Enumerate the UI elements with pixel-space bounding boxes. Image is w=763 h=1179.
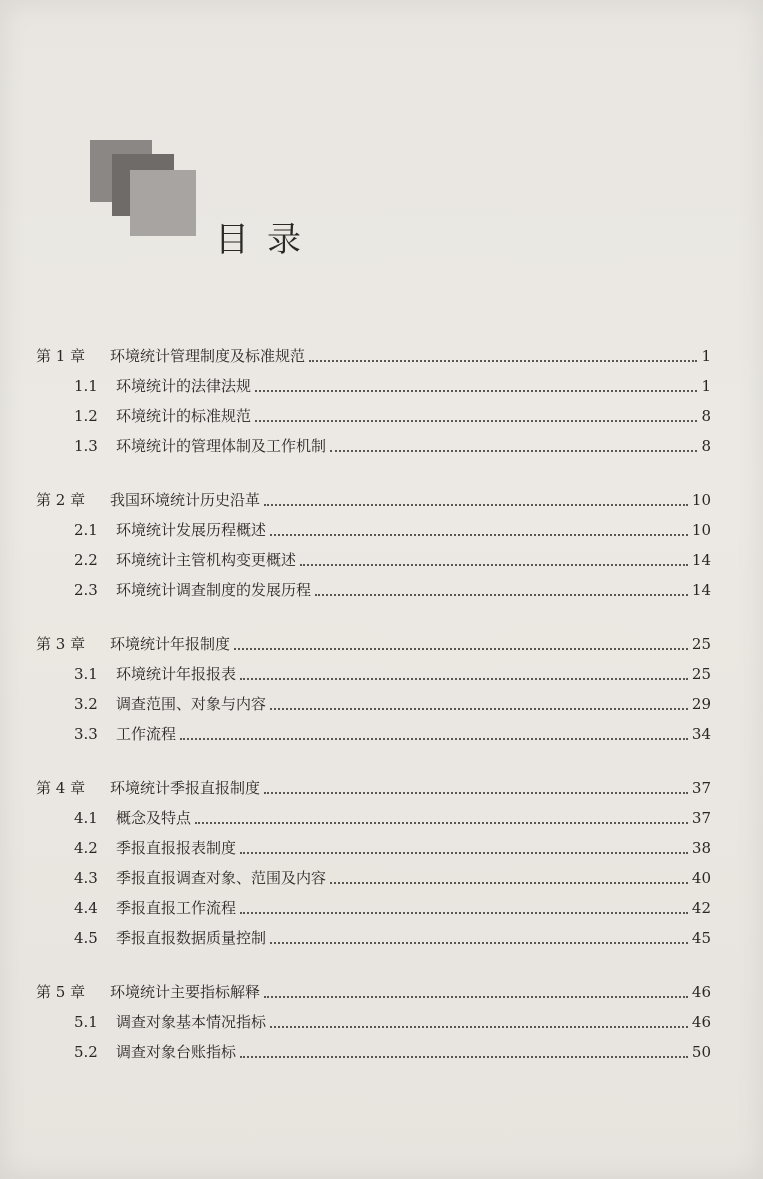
toc-chapter-row [0,626,763,654]
toc-page-number: 50 [691,1043,711,1061]
toc-page-number: 10 [691,491,711,509]
toc-page-number: 37 [691,809,711,827]
toc-page-number: 46 [691,1013,711,1031]
toc-section-row [0,920,763,948]
toc-entry-title: 环境统计年报制度 [110,635,231,653]
toc-entry-number: 1.1 [74,377,98,395]
toc-page-number: 10 [691,521,711,539]
toc-page-number: 8 [701,437,711,455]
toc-entry-number: 第 4 章 [36,779,86,797]
toc-leader-dots [330,449,697,452]
toc-page-number: 29 [691,695,711,713]
toc-entry-number: 3.2 [74,695,98,713]
toc-leader-dots [330,881,688,884]
toc-entry-number: 4.4 [74,899,98,917]
toc-leader-dots [180,737,688,740]
toc-leader-dots [240,1055,688,1058]
toc-page-number: 14 [691,551,711,569]
toc-leader-dots [270,533,688,536]
toc-entry-title: 我国环境统计历史沿革 [110,491,261,509]
toc-section-row [0,542,763,570]
toc-entry-title: 环境统计季报直报制度 [110,779,261,797]
toc-section-row [0,398,763,426]
toc-entry-title: 环境统计调查制度的发展历程 [116,581,312,599]
toc-page-number: 46 [691,983,711,1001]
toc-entry-title: 季报直报报表制度 [116,839,237,857]
toc-section-row [0,1034,763,1062]
toc-entry-number: 4.2 [74,839,98,857]
toc-entry-number: 2.3 [74,581,98,599]
toc-leader-dots [240,911,688,914]
toc-section-row [0,686,763,714]
toc-section-row [0,368,763,396]
toc-section-row [0,860,763,888]
toc-entry-title: 环境统计主管机构变更概述 [116,551,297,569]
toc-section-row [0,512,763,540]
toc-entry-title: 环境统计年报报表 [116,665,237,683]
toc-leader-dots [255,389,697,392]
toc-chapter-row [0,770,763,798]
toc-entry-number: 4.1 [74,809,98,827]
toc-entry-title: 调查范围、对象与内容 [116,695,267,713]
toc-entry-title: 季报直报调查对象、范围及内容 [116,869,327,887]
toc-entry-title: 环境统计的法律法规 [116,377,252,395]
toc-section-row [0,830,763,858]
toc-leader-dots [234,647,688,650]
toc-entry-title: 环境统计的标准规范 [116,407,252,425]
toc-chapter-row [0,974,763,1002]
toc-entry-number: 第 1 章 [36,347,86,365]
toc-entry-number: 第 3 章 [36,635,86,653]
toc-page-number: 45 [691,929,711,947]
toc-page-number: 34 [691,725,711,743]
toc-entry-title: 环境统计主要指标解释 [110,983,261,1001]
toc-entry-number: 2.2 [74,551,98,569]
toc-page-number: 8 [701,407,711,425]
toc-page-number: 37 [691,779,711,797]
toc-entry-number: 1.3 [74,437,98,455]
toc-entry-title: 调查对象台账指标 [116,1043,237,1061]
toc-entry-number: 3.1 [74,665,98,683]
toc-entry-title: 环境统计发展历程概述 [116,521,267,539]
toc-chapter-row [0,338,763,366]
toc-entry-title: 概念及特点 [116,809,192,827]
decorative-squares [90,140,210,240]
toc-section-row [0,656,763,684]
toc-entry-title: 季报直报工作流程 [116,899,237,917]
toc-leader-dots [264,503,688,506]
toc-entry-number: 4.3 [74,869,98,887]
toc-page-number: 42 [691,899,711,917]
toc-section-row [0,890,763,918]
toc-entry-number: 5.2 [74,1043,98,1061]
toc-entry-number: 5.1 [74,1013,98,1031]
toc-leader-dots [300,563,688,566]
toc-leader-dots [264,791,688,794]
toc-section-row [0,800,763,828]
toc-leader-dots [270,707,688,710]
toc-leader-dots [264,995,688,998]
toc-page-number: 25 [691,635,711,653]
toc-entry-number: 第 2 章 [36,491,86,509]
toc-leader-dots [255,419,697,422]
toc-entry-number: 1.2 [74,407,98,425]
toc-leader-dots [270,1025,688,1028]
toc-leader-dots [240,851,688,854]
toc-entry-number: 2.1 [74,521,98,539]
toc-leader-dots [315,593,688,596]
toc-page-number: 14 [691,581,711,599]
toc-leader-dots [240,677,688,680]
toc-leader-dots [195,821,688,824]
page-title: 目录 [215,220,319,260]
toc-page-number: 25 [691,665,711,683]
toc-entry-title: 调查对象基本情况指标 [116,1013,267,1031]
toc-section-row [0,572,763,600]
toc-page-number: 38 [691,839,711,857]
toc-section-row [0,1004,763,1032]
toc-page-number: 1 [701,377,711,395]
toc-entry-number: 3.3 [74,725,98,743]
toc-entry-title: 环境统计的管理体制及工作机制 [116,437,327,455]
toc-page-number: 40 [691,869,711,887]
toc-entry-title: 季报直报数据质量控制 [116,929,267,947]
toc-entry-number: 4.5 [74,929,98,947]
toc-section-row [0,716,763,744]
toc-entry-title: 环境统计管理制度及标准规范 [110,347,306,365]
toc-leader-dots [270,941,688,944]
toc-page-number: 1 [701,347,711,365]
toc-chapter-row [0,482,763,510]
toc-entry-number: 第 5 章 [36,983,86,1001]
toc-section-row [0,428,763,456]
decor-square-3 [130,170,196,236]
toc-entry-title: 工作流程 [116,725,177,743]
toc-leader-dots [309,359,697,362]
